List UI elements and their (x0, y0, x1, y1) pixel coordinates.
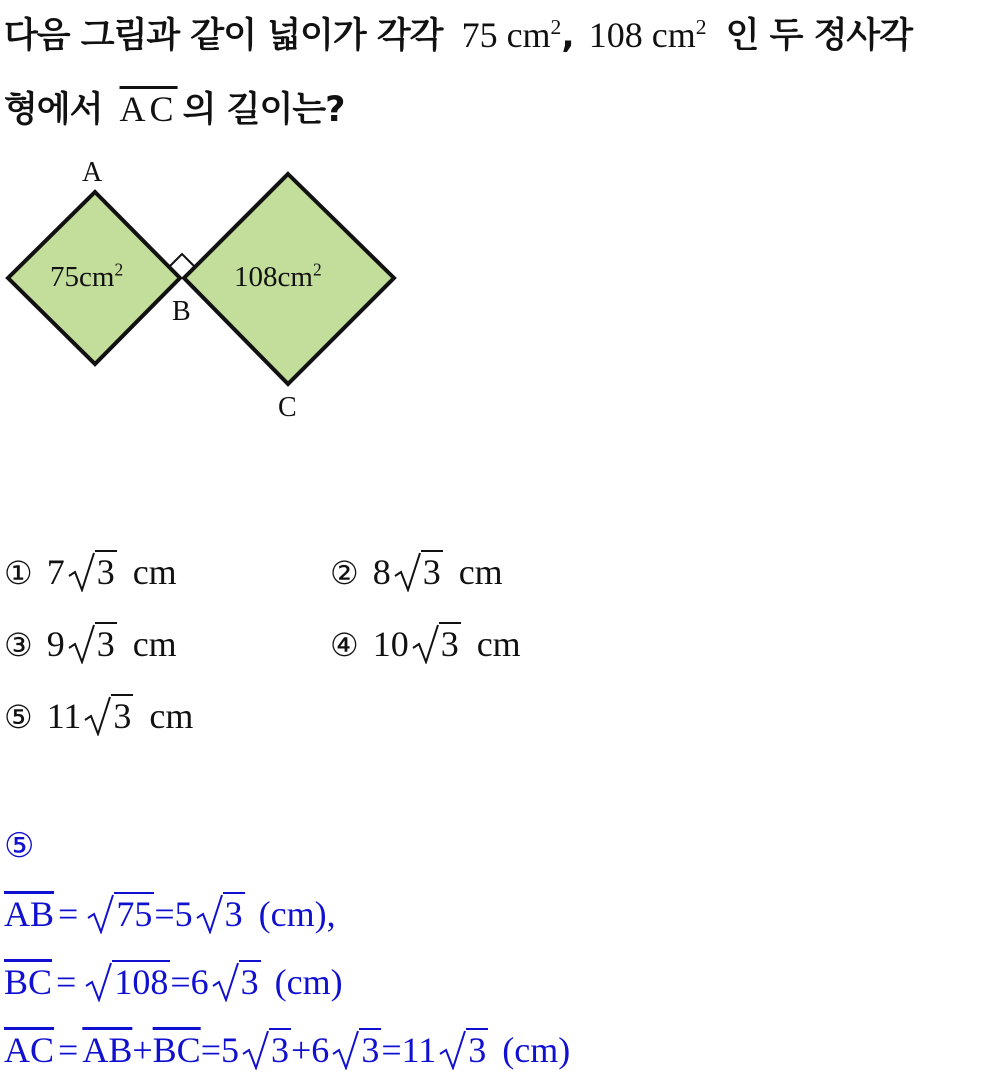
sqrt: 3 (67, 622, 117, 665)
option-1[interactable]: ① 7 3 cm (4, 552, 177, 592)
point-c-label: C (278, 392, 297, 423)
point-a-label: A (82, 157, 103, 188)
question-text-2: 형에서 (4, 90, 103, 130)
answer-line-3: $\overline{AC} = \overline{AB}+\overline{BC}=5$ 3+6 3=11 3 (cm) (4, 1030, 571, 1070)
area-value-2: 108 $cm^2$ (588, 15, 707, 55)
area-value-1: 75 $cm^2$ (461, 15, 562, 55)
sqrt: 3 (411, 622, 461, 665)
question-text-2-tail: 의 길이는? (182, 90, 345, 130)
option-4[interactable]: ④ 10 3 cm (330, 624, 521, 664)
option-3[interactable]: ③ 9 3 cm (4, 624, 177, 664)
sqrt: 3 (67, 550, 117, 593)
answer-line-2: $\overline{BC}$ = 108=6 3 (cm) (4, 962, 343, 1002)
separator: , (561, 16, 574, 56)
left-area-label: $75cm^2$ (50, 259, 124, 293)
answer-choice: ⑤ (4, 826, 35, 866)
sqrt: 3 (393, 550, 443, 593)
question-text: 다음 그림과 같이 넓이가 각각 (4, 16, 443, 56)
question-line-1 (4, 8, 912, 58)
question-line-2 (4, 82, 344, 132)
segment-ac: $\overline{AC}$ (119, 89, 178, 129)
right-angle-mark (170, 254, 194, 266)
squares-figure (0, 150, 420, 440)
sqrt: 3 (83, 694, 133, 737)
answer-line-1: $\overline{AB}$ = 75=5 3 (cm), (4, 894, 336, 934)
right-area-label: $108cm^2$ (234, 259, 322, 293)
option-2[interactable]: ② 8 3 cm (330, 552, 503, 592)
point-b-label: B (172, 296, 191, 327)
option-5[interactable]: ⑤ 11 3 cm (4, 696, 194, 736)
question-text-tail: 인 두 정사각 (725, 16, 913, 56)
